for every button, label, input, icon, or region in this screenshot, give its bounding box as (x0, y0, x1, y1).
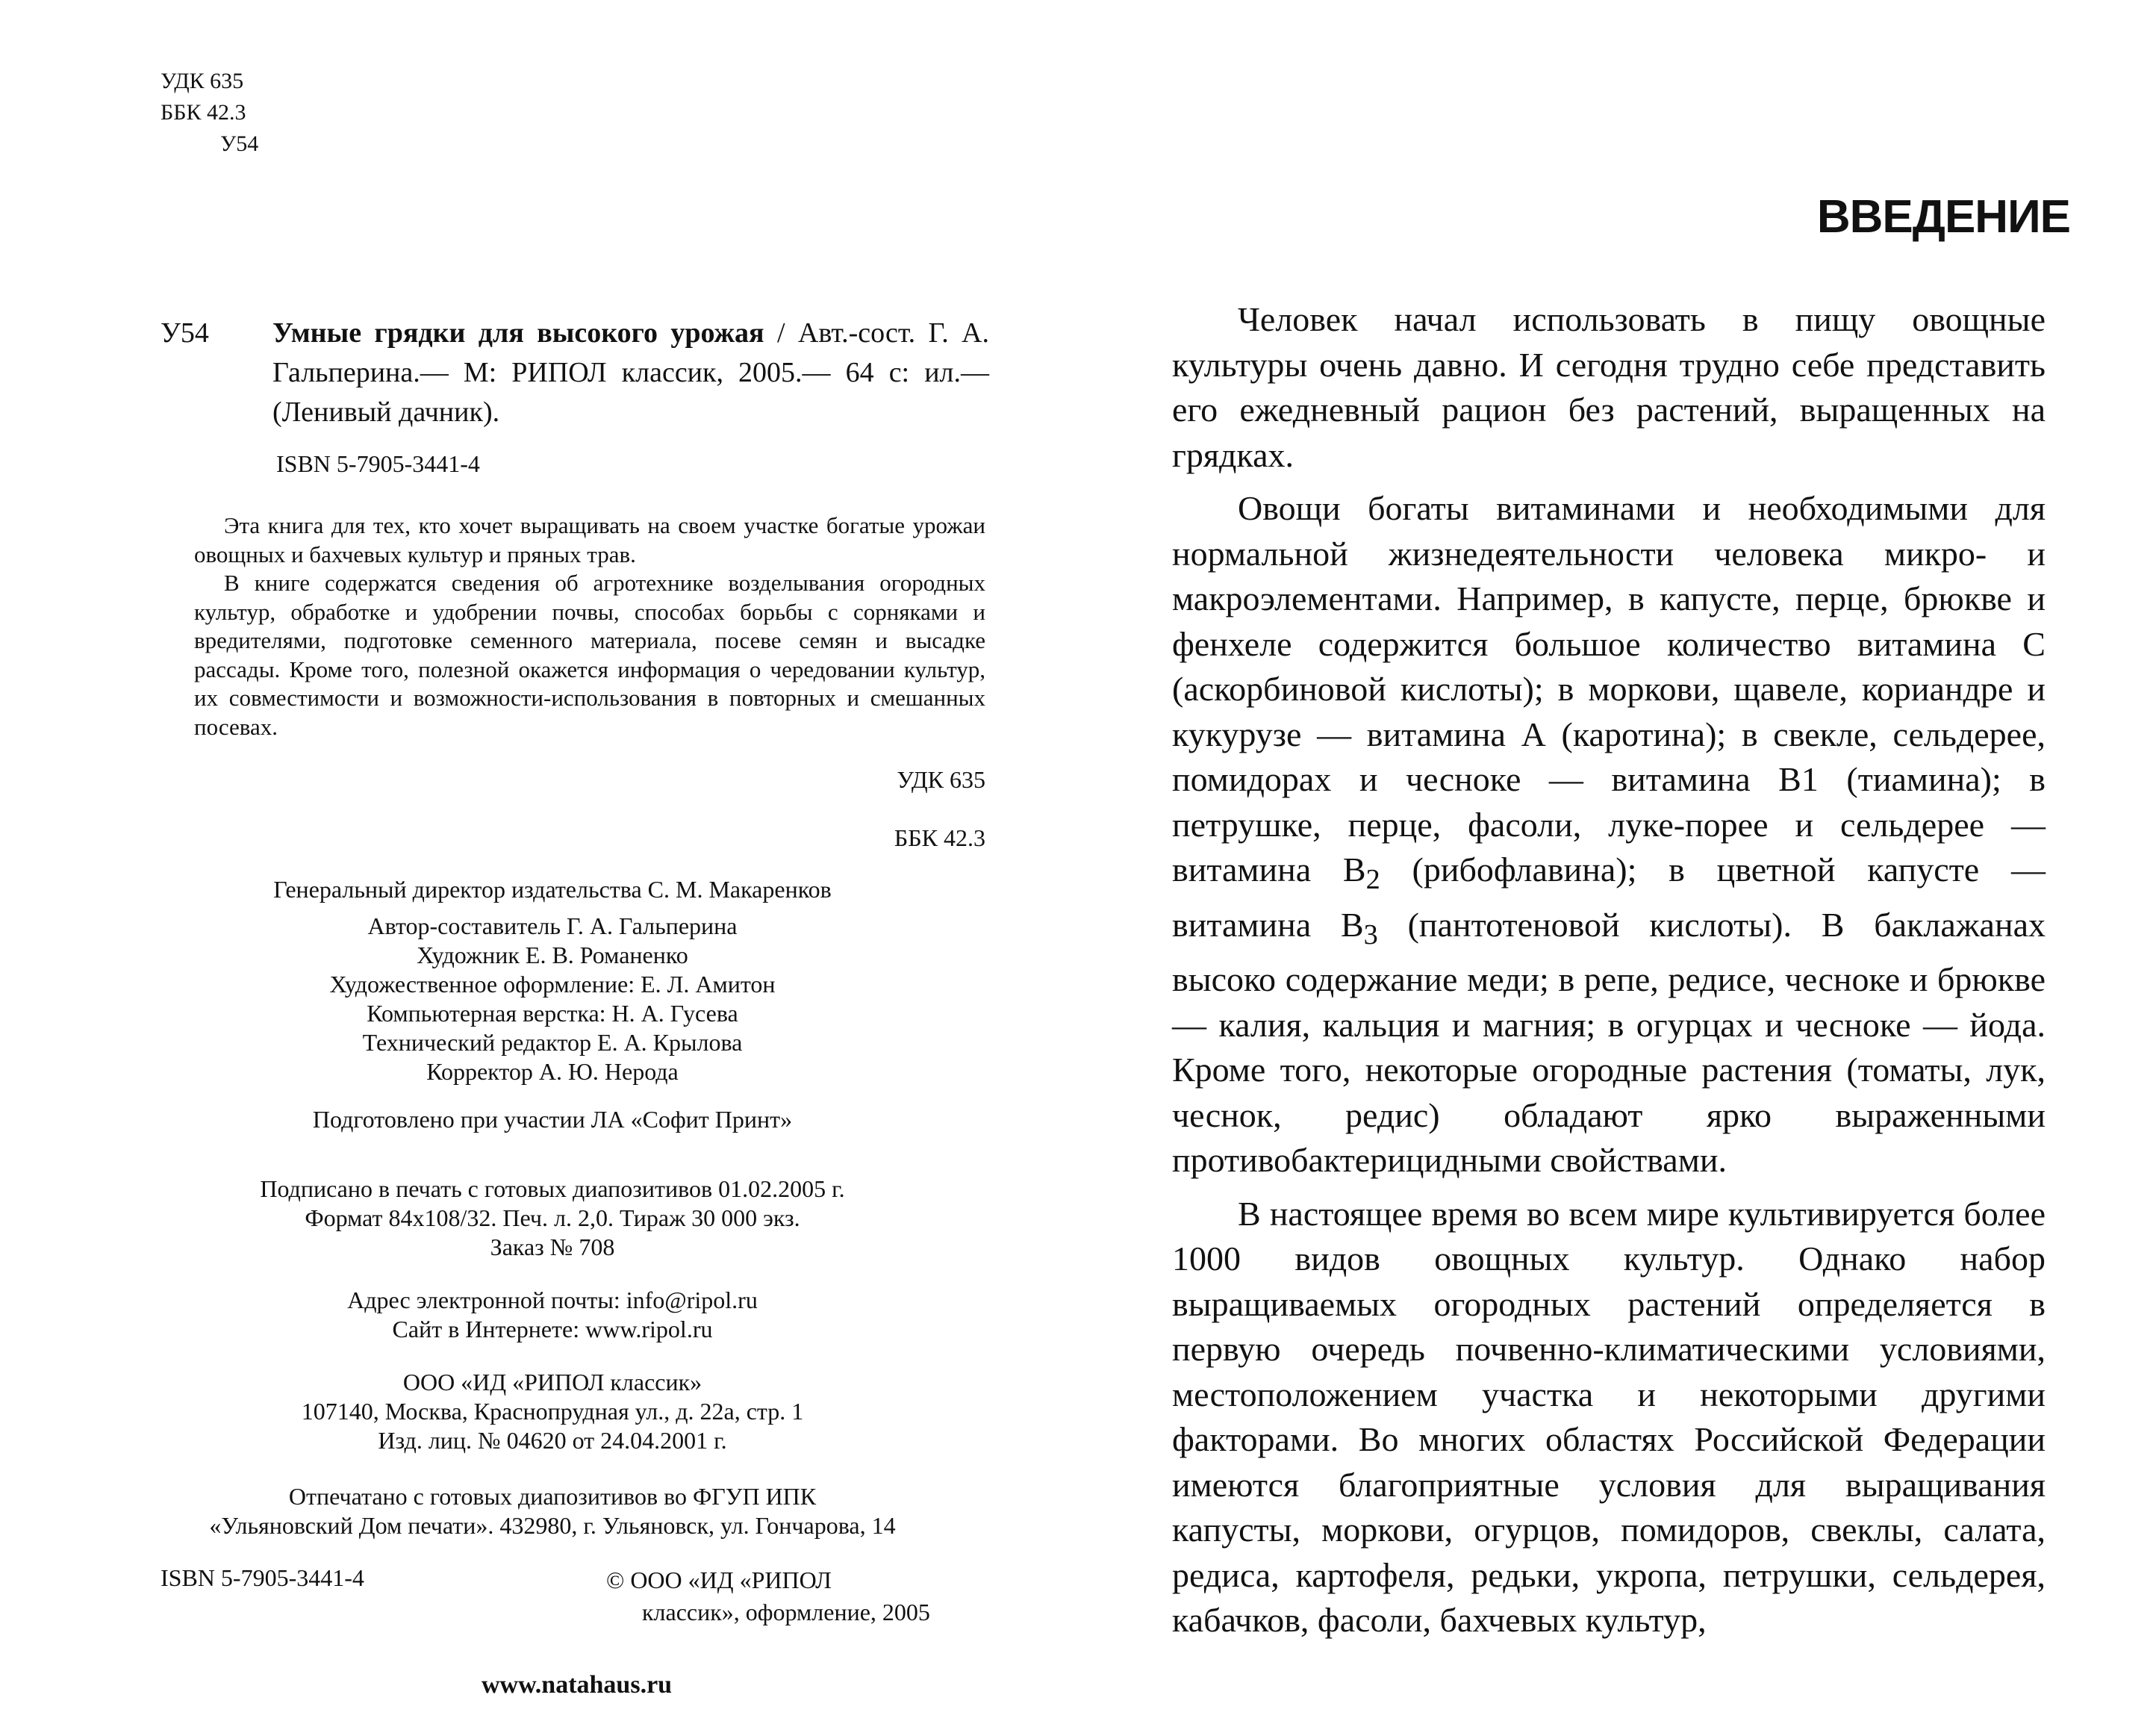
bibliographic-entry (161, 314, 989, 432)
paragraph-part: (рибофлавина); в цветной капусте — витамина В (1172, 850, 2046, 944)
paragraph: Человек начал использовать в пищу овощные культуры очень давно. И сегодня трудно себе представить его ежедневный рацион без растений, выращенных на грядках. (1172, 300, 2046, 474)
print-info (179, 1174, 926, 1262)
left-page (0, 0, 1075, 1733)
staff-credits (179, 912, 926, 1086)
paragraph: В настоящее время во всем мире культивируется более 1000 видов овощных культур. Однако набор выращиваемых огородных растений определяется в первую очередь почвенно-климатическими условиями, местоположением участка и некоторыми другими факторами. Во многих областях Российской Федерации имеются благоприятные условия для выращивания капусты, моркови, огурцов, помидоров, свеклы, салата, редиса, картофеля, редьки, укропа, петрушки, сельдерея, кабачков, фасоли, бахчевых культур, (1172, 1194, 2046, 1640)
paragraph-part: Овощи богаты витаминами и необходимыми для нормальной жизнедеятельности человека микро- и макроэлементами. Например, в капусте, перце, брюкве и фенхеле содержится большое количество витамина С (аскорбиновой кислоты); в моркови, щавеле, кориандре и кукурузе — витамина А (каротина); в свекле, сельдерее, помидорах и чесноке — витамина В1 (тиамина); в петрушке, перце, фасоли, луке-порее и сельдерее — витамина В (1172, 489, 2046, 889)
staff-line: Компьютерная верстка: Н. А. Гусева (367, 1000, 738, 1027)
website-line: Сайт в Интернете: www.ripol.ru (392, 1316, 713, 1342)
bbk-line: ББК 42.3 (894, 824, 985, 851)
publisher-info (179, 1368, 926, 1455)
staff-line: Художник Е. В. Романенко (417, 942, 688, 968)
bibliographic-description (272, 314, 989, 432)
annotation (194, 511, 985, 741)
subscript: 2 (1365, 864, 1380, 896)
udk-line: УДК 635 (897, 766, 985, 793)
introduction-text (1172, 297, 2046, 1652)
chapter-heading: ВВЕДЕНИЕ (1816, 191, 2070, 243)
copyright (606, 1564, 930, 1628)
right-page (1075, 0, 2156, 1733)
book-imprint: / Авт.-сост. Г. А. Гальперина.— М: РИПОЛ классик, 2005.— 64 с: ил.— (Ленивый дачник). (272, 317, 989, 428)
staff-line: Корректор А. Ю. Нерода (426, 1058, 679, 1085)
annotation-paragraph: Эта книга для тех, кто хочет выращивать на своем участке богатые урожаи овощных и бахчевых культур и пряных трав. (194, 512, 985, 567)
isbn-mid: ISBN 5-7905-3441-4 (276, 450, 480, 477)
publisher-line: 107140, Москва, Краснопрудная ул., д. 22а, стр. 1 (301, 1398, 804, 1425)
staff-line: Технический редактор Е. А. Крылова (362, 1029, 743, 1056)
printer-info (179, 1482, 926, 1540)
staff-line: Художественное оформление: Е. Л. Амитон (329, 971, 776, 998)
publisher-line: Изд. лиц. № 04620 от 24.04.2001 г. (378, 1427, 727, 1454)
bbk-line: ББК 42.3 (161, 100, 246, 125)
printer-line: «Ульяновский Дом печати». 432980, г. Ульяновск, ул. Гончарова, 14 (209, 1512, 896, 1539)
annotation-paragraph: В книге содержатся сведения об агротехнике возделывания огородных культур, обработке и удобрении почвы, способах борьбы с сорняками и вредителями, подготовке семенного материала, посеве семян и высадке рассады. Кроме того, полезной окажется информация о чередовании культур, их совместимости и возможности-использования в повторных и смешанных посевах. (194, 570, 985, 740)
print-line: Заказ № 708 (490, 1233, 615, 1260)
author-mark: У54 (220, 131, 259, 156)
printer-line: Отпечатано с готовых диапозитивов во ФГУП ИПК (288, 1483, 817, 1510)
print-line: Формат 84х108/32. Печ. л. 2,0. Тираж 30 000 экз. (305, 1204, 800, 1231)
udk-classification-top (161, 66, 258, 160)
copyright-line: © ООО «ИД «РИПОЛ (606, 1566, 832, 1593)
prepared-text: Подготовлено при участии ЛА «Софит Принт» (312, 1106, 793, 1133)
subscript: 3 (1363, 918, 1378, 950)
print-line: Подписано в печать с готовых диапозитивов 01.02.2005 г. (260, 1175, 845, 1202)
paragraph (1172, 486, 2046, 1183)
paragraph-part: (пантотеновой кислоты). В баклажанах высоко содержание меди; в репе, редисе, чесноке и брюкве — калия, кальция и магния; в огурцах и чесноке — йода. Кроме того, некоторые огородные растения (томаты, лук, чеснок, редис) обладают ярко выраженными противобактерицидными свойствами. (1172, 905, 2046, 1180)
catalog-code: У54 (161, 317, 209, 349)
prepared-line (179, 1105, 926, 1134)
staff-line: Автор-составитель Г. А. Гальперина (367, 912, 738, 939)
director-text: Генеральный директор издательства С. М. Макаренков (273, 876, 832, 903)
director-line (179, 875, 926, 904)
udk-line: УДК 635 (161, 69, 244, 93)
website-footer: www.natahaus.ru (482, 1671, 673, 1699)
email-line: Адрес электронной почты: info@ripol.ru (347, 1286, 758, 1313)
book-title: Умные грядки для высокого урожая (272, 317, 764, 349)
contacts (179, 1286, 926, 1344)
copyright-line: классик», оформление, 2005 (642, 1599, 930, 1625)
udk-classification-right (894, 750, 985, 867)
isbn-bottom: ISBN 5-7905-3441-4 (161, 1564, 364, 1591)
publisher-line: ООО «ИД «РИПОЛ классик» (402, 1369, 702, 1396)
